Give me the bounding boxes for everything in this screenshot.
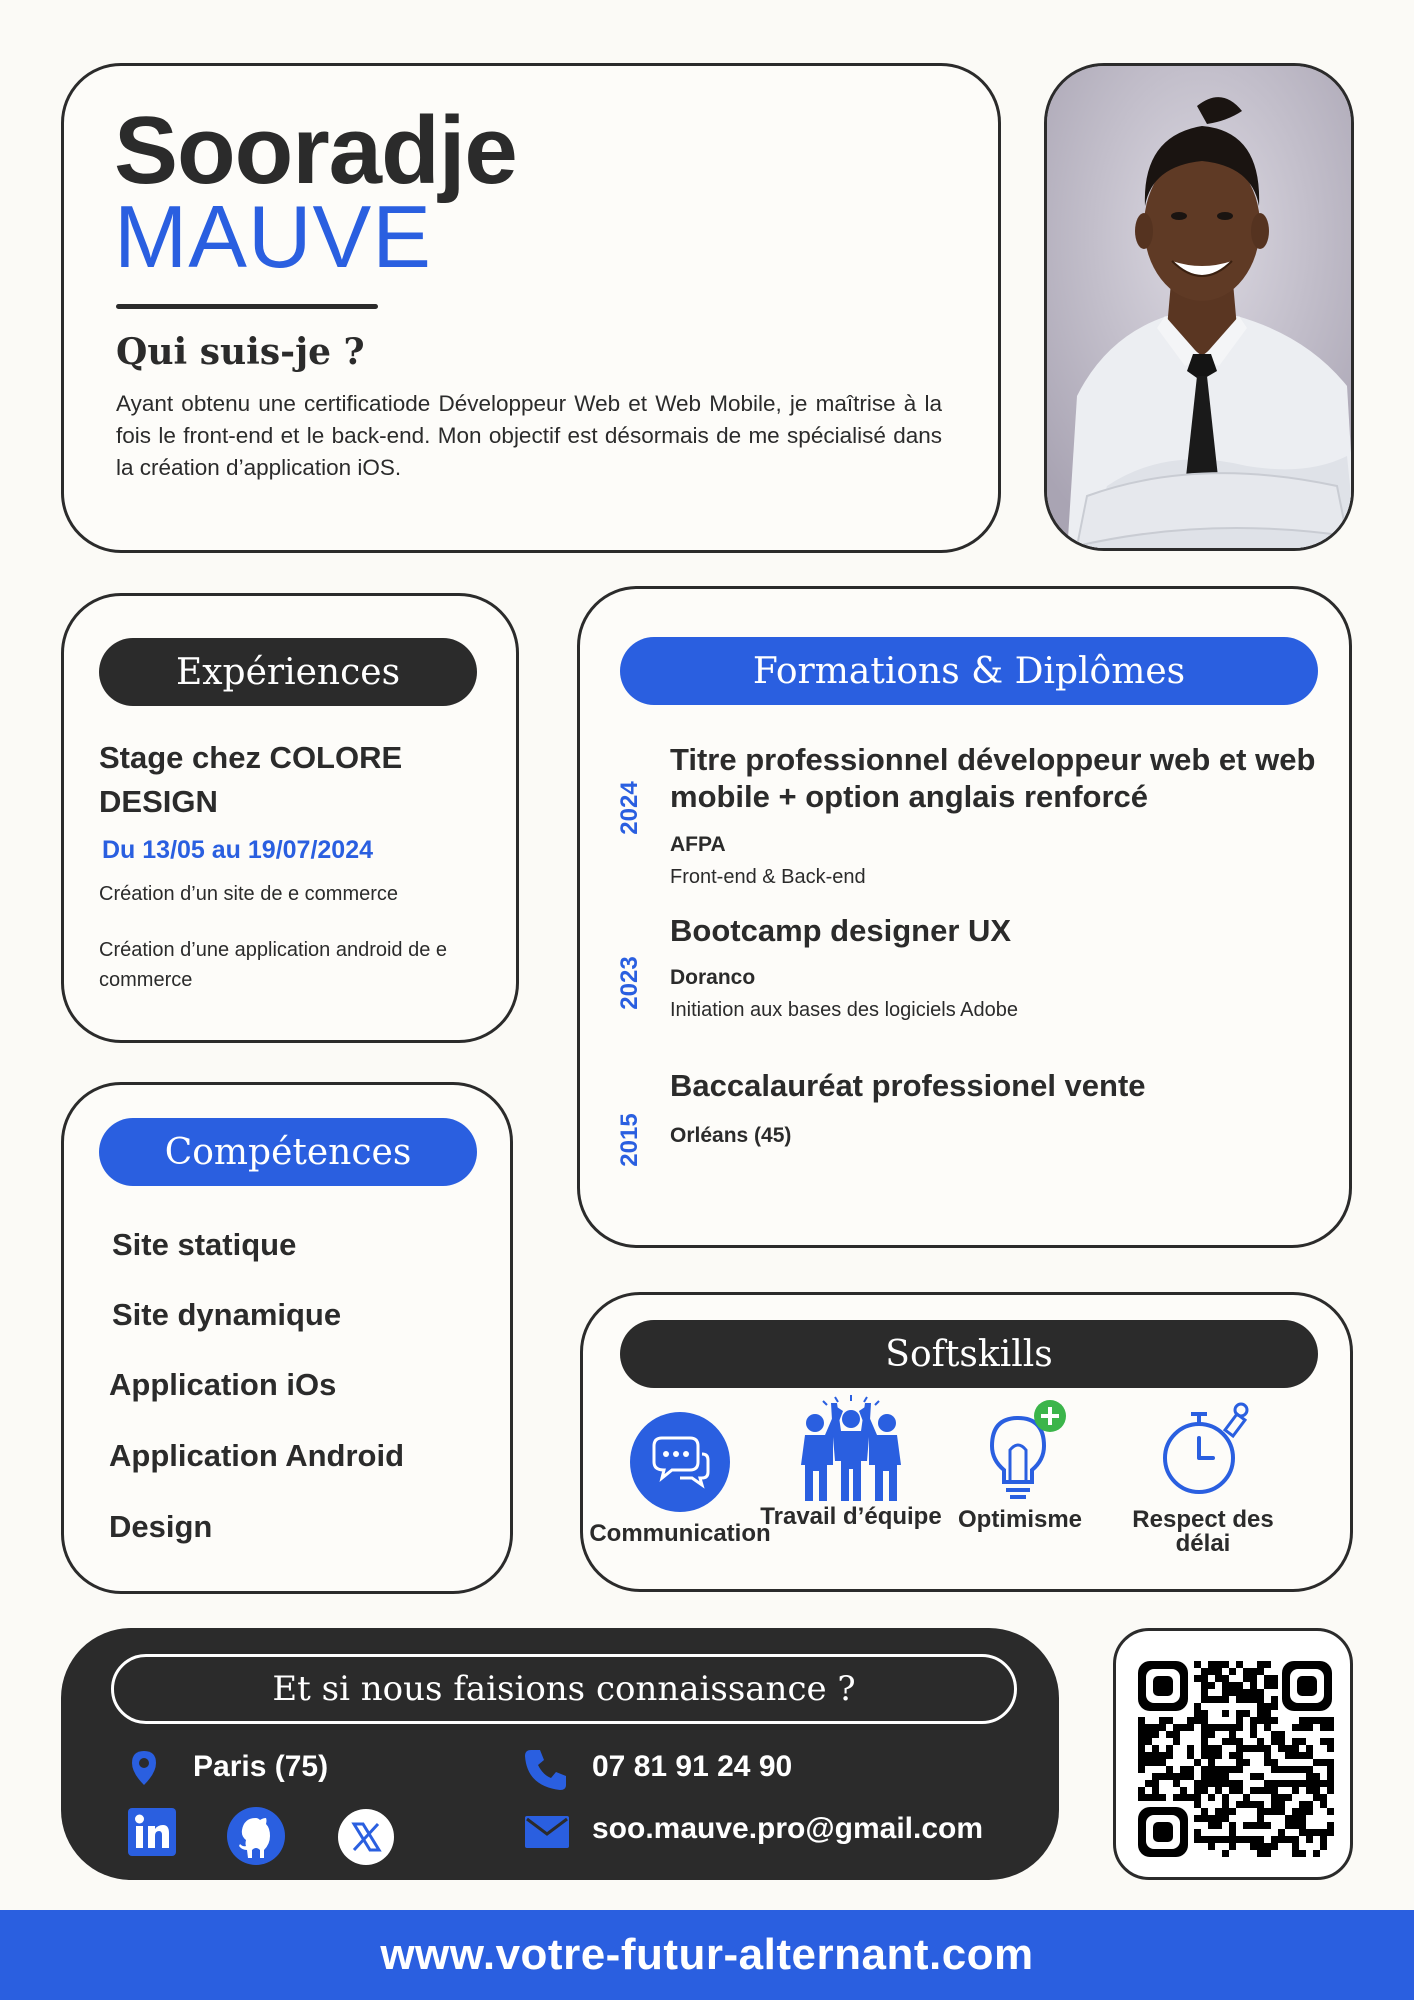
profile-photo bbox=[1044, 63, 1354, 551]
linkedin-icon[interactable] bbox=[128, 1808, 176, 1856]
skill-item: Design bbox=[109, 1509, 213, 1544]
contact-phone[interactable]: 07 81 91 24 90 bbox=[592, 1750, 793, 1783]
contact-title: Et si nous faisions connaissance ? bbox=[111, 1654, 1017, 1724]
email-icon[interactable] bbox=[525, 1816, 569, 1848]
softskill-optimism bbox=[925, 1400, 1115, 1532]
skill-item: Application iOs bbox=[109, 1367, 337, 1402]
first-name: Sooradje bbox=[114, 97, 517, 204]
softskill-communication bbox=[585, 1410, 775, 1546]
experience-dates: Du 13/05 au 19/07/2024 bbox=[102, 836, 374, 864]
softskill-teamwork bbox=[756, 1393, 946, 1529]
about-title: Qui suis-je ? bbox=[116, 331, 365, 373]
about-text: Ayant obtenu une certificatiode Développeur Web et Web Mobile, je maîtrise à la fois le front-end et le back-end. Mon objectif est désormais de me spécialisé dans la création d’application iOS. bbox=[116, 391, 942, 480]
chat-bubbles-icon bbox=[628, 1410, 732, 1514]
experience-item: Création d’une application android de e commerce bbox=[99, 939, 448, 991]
experiences-card bbox=[61, 593, 519, 1043]
formation-year: 2024 bbox=[616, 781, 643, 835]
skill-item: Site dynamique bbox=[112, 1297, 342, 1332]
contact-card bbox=[61, 1628, 1059, 1880]
softskills-card bbox=[580, 1292, 1353, 1592]
formation-year: 2015 bbox=[616, 1113, 643, 1167]
last-name: MAUVE bbox=[114, 187, 432, 286]
softskill-label: Communication bbox=[589, 1520, 771, 1547]
intro-card bbox=[61, 63, 1001, 553]
footer-url[interactable]: www.votre-futur-alternant.com bbox=[0, 1910, 1414, 2000]
formation-title: Titre professionnel développeur web et web mobile + option anglais renforcé bbox=[670, 742, 1316, 814]
name-divider bbox=[116, 304, 378, 309]
contact-location: Paris (75) bbox=[193, 1750, 329, 1783]
softskills-title: Softskills bbox=[620, 1320, 1318, 1388]
team-icon bbox=[791, 1393, 911, 1505]
location-pin-icon bbox=[129, 1749, 159, 1787]
formation-school: Doranco bbox=[670, 966, 756, 989]
formation-title: Bootcamp designer UX bbox=[670, 913, 1012, 948]
formations-title: Formations & Diplômes bbox=[620, 637, 1318, 705]
github-icon[interactable] bbox=[226, 1806, 286, 1866]
formation-description: Front-end & Back-end bbox=[670, 866, 866, 888]
skills-card bbox=[61, 1082, 513, 1594]
skill-item: Site statique bbox=[112, 1227, 297, 1262]
formation-title: Baccalauréat professionel vente bbox=[670, 1068, 1146, 1103]
qr-code[interactable] bbox=[1113, 1628, 1353, 1880]
experiences-title: Expériences bbox=[99, 638, 477, 706]
stopwatch-icon bbox=[1153, 1400, 1253, 1500]
softskill-label: Respect des délai bbox=[1132, 1506, 1274, 1557]
skills-title: Compétences bbox=[99, 1118, 477, 1186]
skill-item: Application Android bbox=[109, 1438, 405, 1473]
contact-email[interactable]: soo.mauve.pro@gmail.com bbox=[592, 1812, 984, 1845]
formation-year: 2023 bbox=[616, 956, 643, 1010]
experience-item: Création d’un site de e commerce bbox=[99, 883, 399, 905]
formations-card bbox=[577, 586, 1352, 1248]
formation-school: Orléans (45) bbox=[670, 1124, 792, 1147]
formation-description: Initiation aux bases des logiciels Adobe bbox=[670, 999, 1019, 1021]
experience-job-title: Stage chez COLORE DESIGN bbox=[99, 740, 403, 819]
softskill-label: Optimisme bbox=[957, 1506, 1083, 1533]
x-twitter-icon[interactable] bbox=[337, 1808, 395, 1866]
softskill-deadlines bbox=[1108, 1400, 1298, 1556]
phone-icon[interactable] bbox=[523, 1746, 569, 1792]
lightbulb-icon bbox=[970, 1400, 1070, 1500]
formation-school: AFPA bbox=[670, 833, 726, 856]
softskill-label: Travail d’équipe bbox=[760, 1503, 942, 1530]
